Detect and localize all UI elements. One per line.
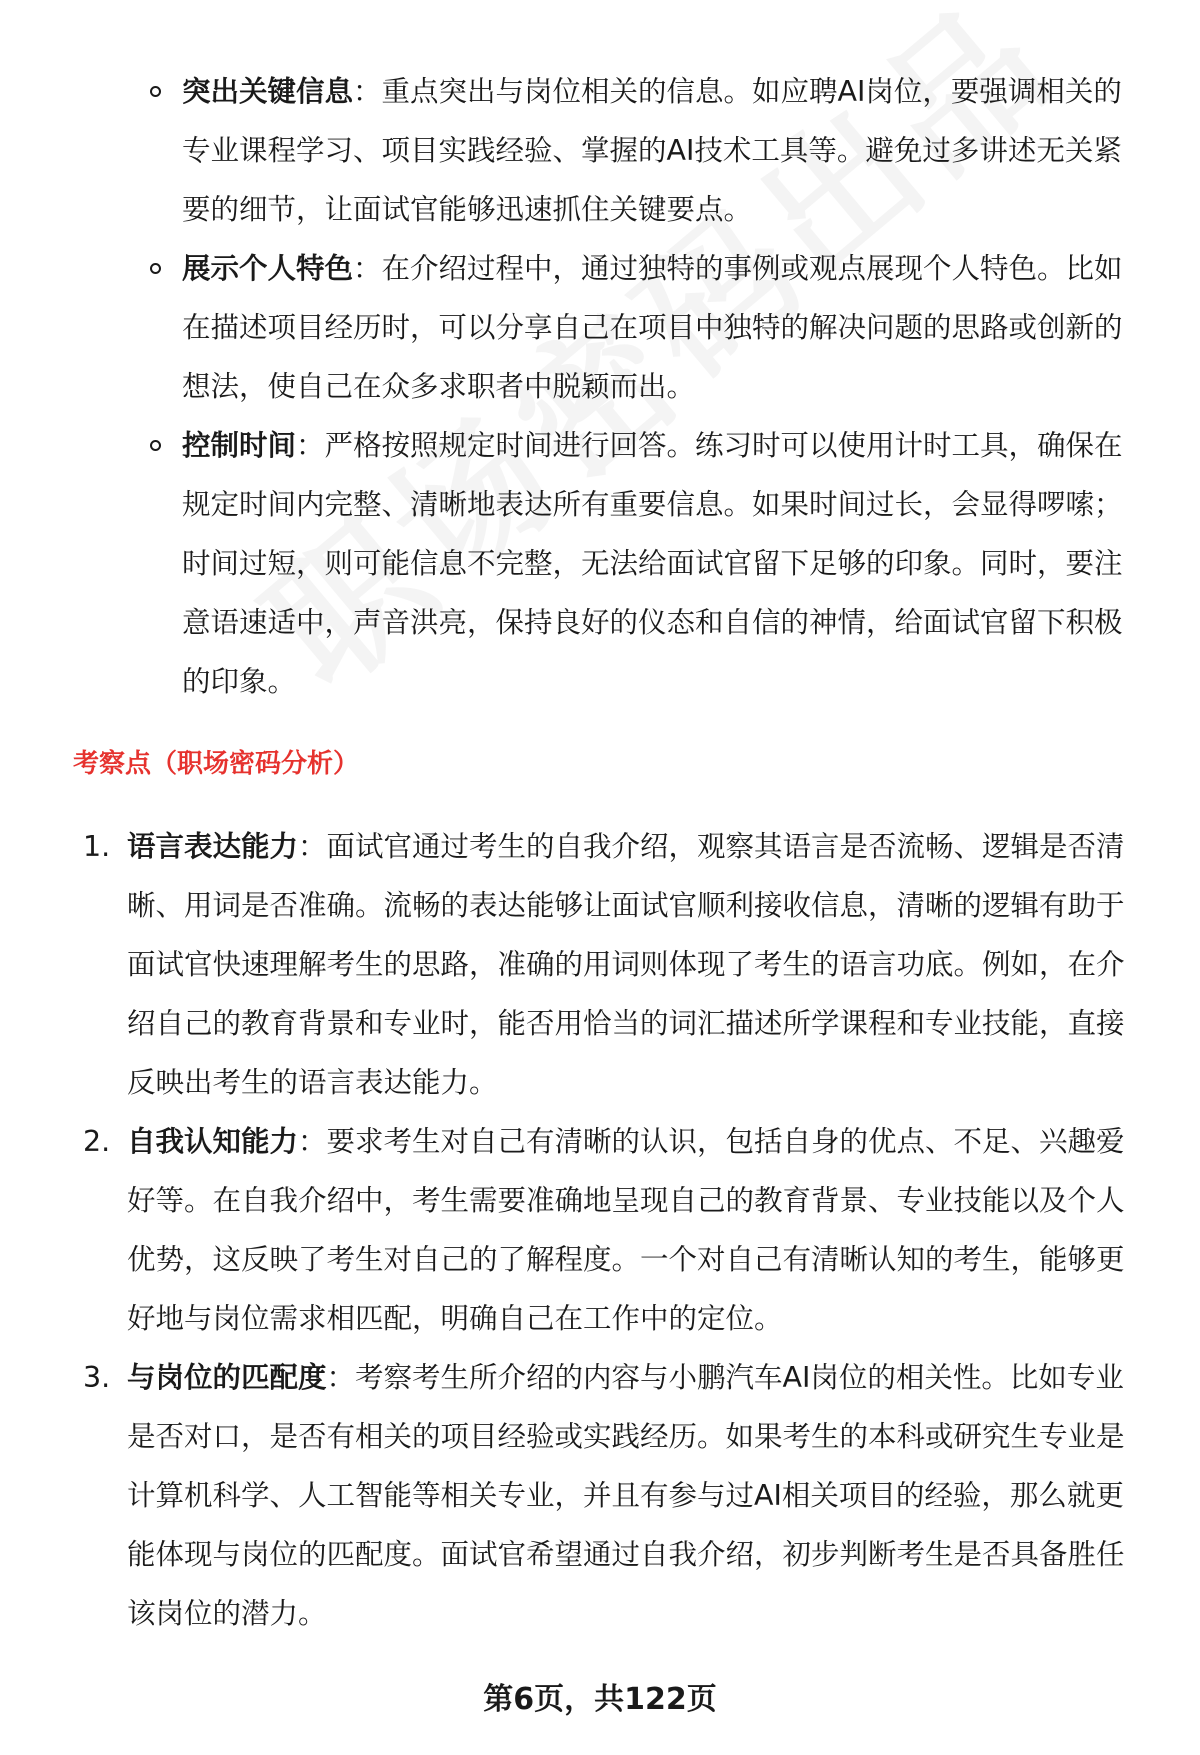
tip-text: 在介绍过程中，通过独特的事例或观点展现个人特色。比如在描述项目经历时，可以分享自己在项目中独特的解决问题的思路或创新的想法，使自己在众多求职者中脱颖而出。: [182, 252, 1123, 403]
item-separator: ：: [326, 1361, 356, 1394]
tip-item: [150, 416, 1150, 711]
item-number: 3.: [83, 1361, 111, 1394]
assessment-points-list: [83, 817, 1143, 1643]
assessment-item: [83, 817, 1143, 1112]
hollow-bullet-icon: [150, 263, 161, 274]
item-number: 1.: [83, 830, 111, 863]
tip-item: [150, 239, 1150, 416]
tip-text: 严格按照规定时间进行回答。练习时可以使用计时工具，确保在规定时间内完整、清晰地表达所有重要信息。如果时间过长，会显得啰嗦；时间过短，则可能信息不完整，无法给面试官留下足够的印象。同时，要注意语速适中，声音洪亮，保持良好的仪态和自信的神情，给面试官留下积极的印象。: [182, 429, 1123, 698]
section-heading: 考察点（职场密码分析）: [73, 749, 360, 779]
assessment-item: [83, 1112, 1143, 1348]
item-number: 2.: [83, 1125, 111, 1158]
tip-separator: ：: [353, 75, 382, 108]
tips-list: [150, 62, 1150, 711]
tip-term: 突出关键信息: [182, 75, 354, 108]
item-separator: ：: [298, 830, 327, 863]
item-term: 与岗位的匹配度: [127, 1361, 327, 1394]
assessment-item: [83, 1348, 1143, 1643]
tip-item: [150, 62, 1150, 239]
page-number-footer: 第6页，共122页: [483, 1682, 717, 1717]
item-text: 考察考生所介绍的内容与小鹏汽车AI岗位的相关性。比如专业是否对口，是否有相关的项目经验或实践经历。如果考生的本科或研究生专业是计算机科学、人工智能等相关专业，并且有参与过AI相关项目的经验，那么就更能体现与岗位的匹配度。面试官希望通过自我介绍，初步判断考生是否具备胜任该岗位的潜力。: [127, 1361, 1125, 1630]
item-term: 语言表达能力: [127, 830, 299, 863]
tip-term: 控制时间: [182, 429, 297, 462]
item-term: 自我认知能力: [127, 1125, 299, 1158]
tip-separator: ：: [296, 429, 325, 462]
item-separator: ：: [298, 1125, 327, 1158]
tip-term: 展示个人特色: [182, 252, 354, 285]
tip-separator: ：: [353, 252, 382, 285]
item-text: 要求考生对自己有清晰的认识，包括自身的优点、不足、兴趣爱好等。在自我介绍中，考生需要准确地呈现自己的教育背景、专业技能以及个人优势，这反映了考生对自己的了解程度。一个对自己有清晰认知的考生，能够更好地与岗位需求相匹配，明确自己在工作中的定位。: [127, 1125, 1125, 1335]
item-text: 面试官通过考生的自我介绍，观察其语言是否流畅、逻辑是否清晰、用词是否准确。流畅的表达能够让面试官顺利接收信息，清晰的逻辑有助于面试官快速理解考生的思路，准确的用词则体现了考生的语言功底。例如，在介绍自己的教育背景和专业时，能否用恰当的词汇描述所学课程和专业技能，直接反映出考生的语言表达能力。: [127, 830, 1125, 1099]
hollow-bullet-icon: [150, 86, 161, 97]
tip-text: 重点突出与岗位相关的信息。如应聘AI岗位，要强调相关的专业课程学习、项目实践经验、掌握的AI技术工具等。避免过多讲述无关紧要的细节，让面试官能够迅速抓住关键要点。: [182, 75, 1122, 226]
hollow-bullet-icon: [150, 440, 161, 451]
